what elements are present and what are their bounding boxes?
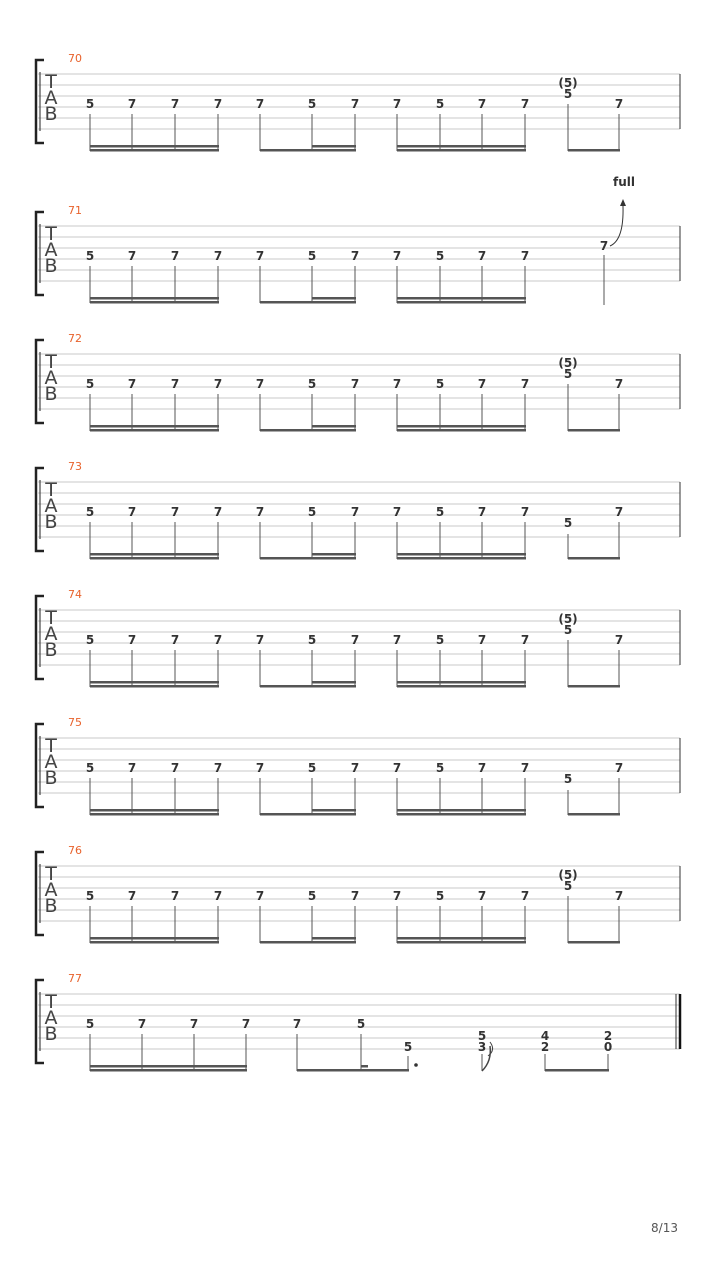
fret-number: 5	[307, 505, 317, 519]
fret-number: 5	[435, 377, 445, 391]
beam	[260, 429, 356, 432]
chord-fret-number: 3	[477, 1040, 487, 1054]
tab-clef-letter: B	[44, 511, 58, 533]
beam	[312, 425, 356, 428]
fret-number: 7	[255, 633, 265, 647]
fret-number: 5	[85, 761, 95, 775]
fret-number: 7	[350, 505, 360, 519]
beam	[90, 813, 219, 816]
fret-number: 7	[599, 239, 609, 253]
fret-number: 7	[137, 1017, 147, 1031]
fret-number: 7	[213, 377, 223, 391]
beam	[568, 941, 620, 944]
fret-number: 5	[307, 97, 317, 111]
chord-fret-number: 4	[540, 1029, 550, 1043]
fret-number: 7	[392, 505, 402, 519]
fret-number: 5	[403, 1040, 413, 1054]
chord-fret-number: 0	[603, 1040, 613, 1054]
beam	[90, 149, 219, 152]
chord-fret-number: 5	[477, 1029, 487, 1043]
beam	[312, 809, 356, 812]
fret-number: 7	[392, 377, 402, 391]
fret-number: 5	[563, 516, 573, 530]
tab-clef-letter: A	[44, 879, 58, 901]
measure-73	[36, 460, 680, 560]
fret-number: 7	[255, 377, 265, 391]
fret-number: 7	[213, 249, 223, 263]
fret-number: 7	[213, 505, 223, 519]
fret-number: 7	[392, 249, 402, 263]
measure-number: 71	[68, 204, 82, 217]
tab-clef-letter: A	[44, 495, 58, 517]
fret-number: 7	[255, 505, 265, 519]
beam	[397, 149, 526, 152]
fret-number: 7	[350, 889, 360, 903]
chord-fret-number: 2	[540, 1040, 550, 1054]
fret-number: 5	[307, 633, 317, 647]
tab-clef-letter: B	[44, 895, 58, 917]
beam	[397, 557, 526, 560]
tab-clef-letter: T	[45, 479, 57, 501]
fret-number: 5	[563, 87, 573, 101]
beam	[568, 813, 620, 816]
beam	[90, 145, 219, 148]
beam	[397, 553, 526, 556]
fret-number: 7	[127, 889, 137, 903]
fret-number: 7	[477, 761, 487, 775]
beam	[397, 145, 526, 148]
tab-clef-letter: A	[44, 751, 58, 773]
beam	[361, 1065, 368, 1068]
fret-number: 7	[477, 889, 487, 903]
beam	[397, 425, 526, 428]
beam	[90, 685, 219, 688]
fret-number: 5	[435, 633, 445, 647]
fret-number: 7	[614, 377, 624, 391]
beam	[397, 681, 526, 684]
measure-77	[36, 972, 680, 1072]
beam	[397, 809, 526, 812]
measure-72	[36, 332, 680, 432]
fret-number: 7	[255, 761, 265, 775]
fret-number: 5	[435, 249, 445, 263]
tab-clef-letter: B	[44, 767, 58, 789]
measure-number: 72	[68, 332, 82, 345]
fret-number: 7	[213, 97, 223, 111]
fret-number: 7	[170, 761, 180, 775]
fret-number: 7	[477, 377, 487, 391]
beam	[90, 1065, 247, 1068]
beam	[568, 685, 620, 688]
duration-dot	[414, 1063, 418, 1067]
beam	[397, 429, 526, 432]
beam	[397, 941, 526, 944]
fret-number: 7	[350, 377, 360, 391]
tab-clef-letter: A	[44, 239, 58, 261]
beam	[90, 297, 219, 300]
fret-number: 5	[307, 889, 317, 903]
fret-number: 7	[392, 889, 402, 903]
tab-clef-letter: T	[45, 991, 57, 1013]
measure-number: 77	[68, 972, 82, 985]
fret-number: 7	[241, 1017, 251, 1031]
fret-number: 5	[85, 1017, 95, 1031]
beam	[90, 937, 219, 940]
measure-number: 75	[68, 716, 82, 729]
beam	[90, 553, 219, 556]
beam	[260, 685, 356, 688]
fret-number: 7	[477, 249, 487, 263]
measure-number: 74	[68, 588, 82, 601]
fret-number: 7	[127, 377, 137, 391]
fret-number: 5	[85, 377, 95, 391]
fret-number: 5	[85, 97, 95, 111]
fret-number: 7	[189, 1017, 199, 1031]
fret-number: 7	[520, 505, 530, 519]
beam	[312, 145, 356, 148]
fret-number: 7	[614, 505, 624, 519]
fret-number: 7	[127, 505, 137, 519]
fret-number: 5	[307, 249, 317, 263]
beam	[90, 425, 219, 428]
fret-number: 7	[477, 633, 487, 647]
fret-number: 7	[292, 1017, 302, 1031]
fret-number: 7	[170, 889, 180, 903]
bend-label: full	[613, 175, 635, 189]
beam	[260, 149, 356, 152]
beam	[568, 149, 620, 152]
tab-clef-letter: A	[44, 87, 58, 109]
fret-number: 7	[127, 761, 137, 775]
fret-number: 5	[85, 505, 95, 519]
tab-clef-letter: A	[44, 623, 58, 645]
beam	[545, 1069, 609, 1072]
beam	[90, 557, 219, 560]
fret-number: 5	[563, 367, 573, 381]
fret-number: 7	[520, 889, 530, 903]
fret-number: 7	[127, 249, 137, 263]
tab-clef-letter: B	[44, 255, 58, 277]
fret-number: 7	[350, 249, 360, 263]
fret-number: 7	[350, 761, 360, 775]
chord-fret-number: 2	[603, 1029, 613, 1043]
fret-number: 7	[520, 249, 530, 263]
tab-clef-letter: B	[44, 103, 58, 125]
fret-number: 5	[563, 623, 573, 637]
fret-number: 7	[520, 377, 530, 391]
beam	[312, 681, 356, 684]
beam	[312, 553, 356, 556]
fret-number: 7	[392, 97, 402, 111]
fret-number: 7	[213, 889, 223, 903]
tab-clef-letter: T	[45, 607, 57, 629]
fret-number: 5	[435, 505, 445, 519]
tab-clef-letter: T	[45, 863, 57, 885]
beam	[568, 557, 620, 560]
beam	[312, 937, 356, 940]
tab-clef-letter: A	[44, 367, 58, 389]
beam	[90, 429, 219, 432]
tab-clef-letter: B	[44, 1023, 58, 1045]
beam	[260, 813, 356, 816]
tab-clef-letter: T	[45, 71, 57, 93]
beam	[90, 941, 219, 944]
measure-74	[36, 588, 680, 688]
fret-number: 7	[520, 97, 530, 111]
beam	[260, 301, 356, 304]
fret-number: 7	[614, 761, 624, 775]
fret-number: 7	[170, 377, 180, 391]
fret-number: 7	[127, 633, 137, 647]
measure-76	[36, 844, 680, 944]
measure-number: 70	[68, 52, 82, 65]
fret-number: 7	[255, 889, 265, 903]
beam	[90, 301, 219, 304]
fret-number: 7	[170, 505, 180, 519]
fret-number: 7	[255, 97, 265, 111]
ghost-note: (5)	[558, 356, 578, 370]
fret-number: 7	[213, 633, 223, 647]
beam	[260, 557, 356, 560]
tab-clef-letter: T	[45, 735, 57, 757]
fret-number: 7	[170, 633, 180, 647]
beam	[312, 297, 356, 300]
fret-number: 5	[85, 889, 95, 903]
beam	[297, 1069, 409, 1072]
beam	[397, 937, 526, 940]
page-number: 8/13	[651, 1221, 678, 1235]
beam	[90, 809, 219, 812]
fret-number: 7	[614, 97, 624, 111]
fret-number: 7	[170, 97, 180, 111]
beam	[397, 813, 526, 816]
fret-number: 5	[563, 772, 573, 786]
tab-clef-letter: T	[45, 223, 57, 245]
tab-clef-letter: T	[45, 351, 57, 373]
fret-number: 7	[614, 633, 624, 647]
fret-number: 7	[350, 97, 360, 111]
fret-number: 5	[307, 377, 317, 391]
fret-number: 7	[392, 633, 402, 647]
measure-number: 73	[68, 460, 82, 473]
beam	[568, 429, 620, 432]
fret-number: 5	[356, 1017, 366, 1031]
ghost-note: (5)	[558, 76, 578, 90]
fret-number: 5	[85, 633, 95, 647]
fret-number: 5	[307, 761, 317, 775]
fret-number: 5	[435, 97, 445, 111]
fret-number: 7	[213, 761, 223, 775]
ghost-note: (5)	[558, 868, 578, 882]
ghost-note: (5)	[558, 612, 578, 626]
fret-number: 7	[350, 633, 360, 647]
tab-clef-letter: B	[44, 639, 58, 661]
beam	[90, 1069, 247, 1072]
beam	[90, 681, 219, 684]
measure-number: 76	[68, 844, 82, 857]
beam	[397, 685, 526, 688]
fret-number: 7	[255, 249, 265, 263]
fret-number: 7	[170, 249, 180, 263]
fret-number: 7	[614, 889, 624, 903]
fret-number: 5	[435, 889, 445, 903]
fret-number: 7	[477, 97, 487, 111]
fret-number: 7	[520, 761, 530, 775]
measure-71	[36, 175, 680, 305]
fret-number: 7	[127, 97, 137, 111]
fret-number: 7	[477, 505, 487, 519]
tab-clef-letter: B	[44, 383, 58, 405]
beam	[397, 301, 526, 304]
fret-number: 5	[563, 879, 573, 893]
measure-70	[36, 52, 680, 152]
fret-number: 7	[392, 761, 402, 775]
measure-75	[36, 716, 680, 816]
fret-number: 7	[520, 633, 530, 647]
fret-number: 5	[435, 761, 445, 775]
bend-arrowhead	[620, 199, 626, 206]
beam	[260, 941, 356, 944]
fret-number: 5	[85, 249, 95, 263]
beam	[397, 297, 526, 300]
tab-clef-letter: A	[44, 1007, 58, 1029]
